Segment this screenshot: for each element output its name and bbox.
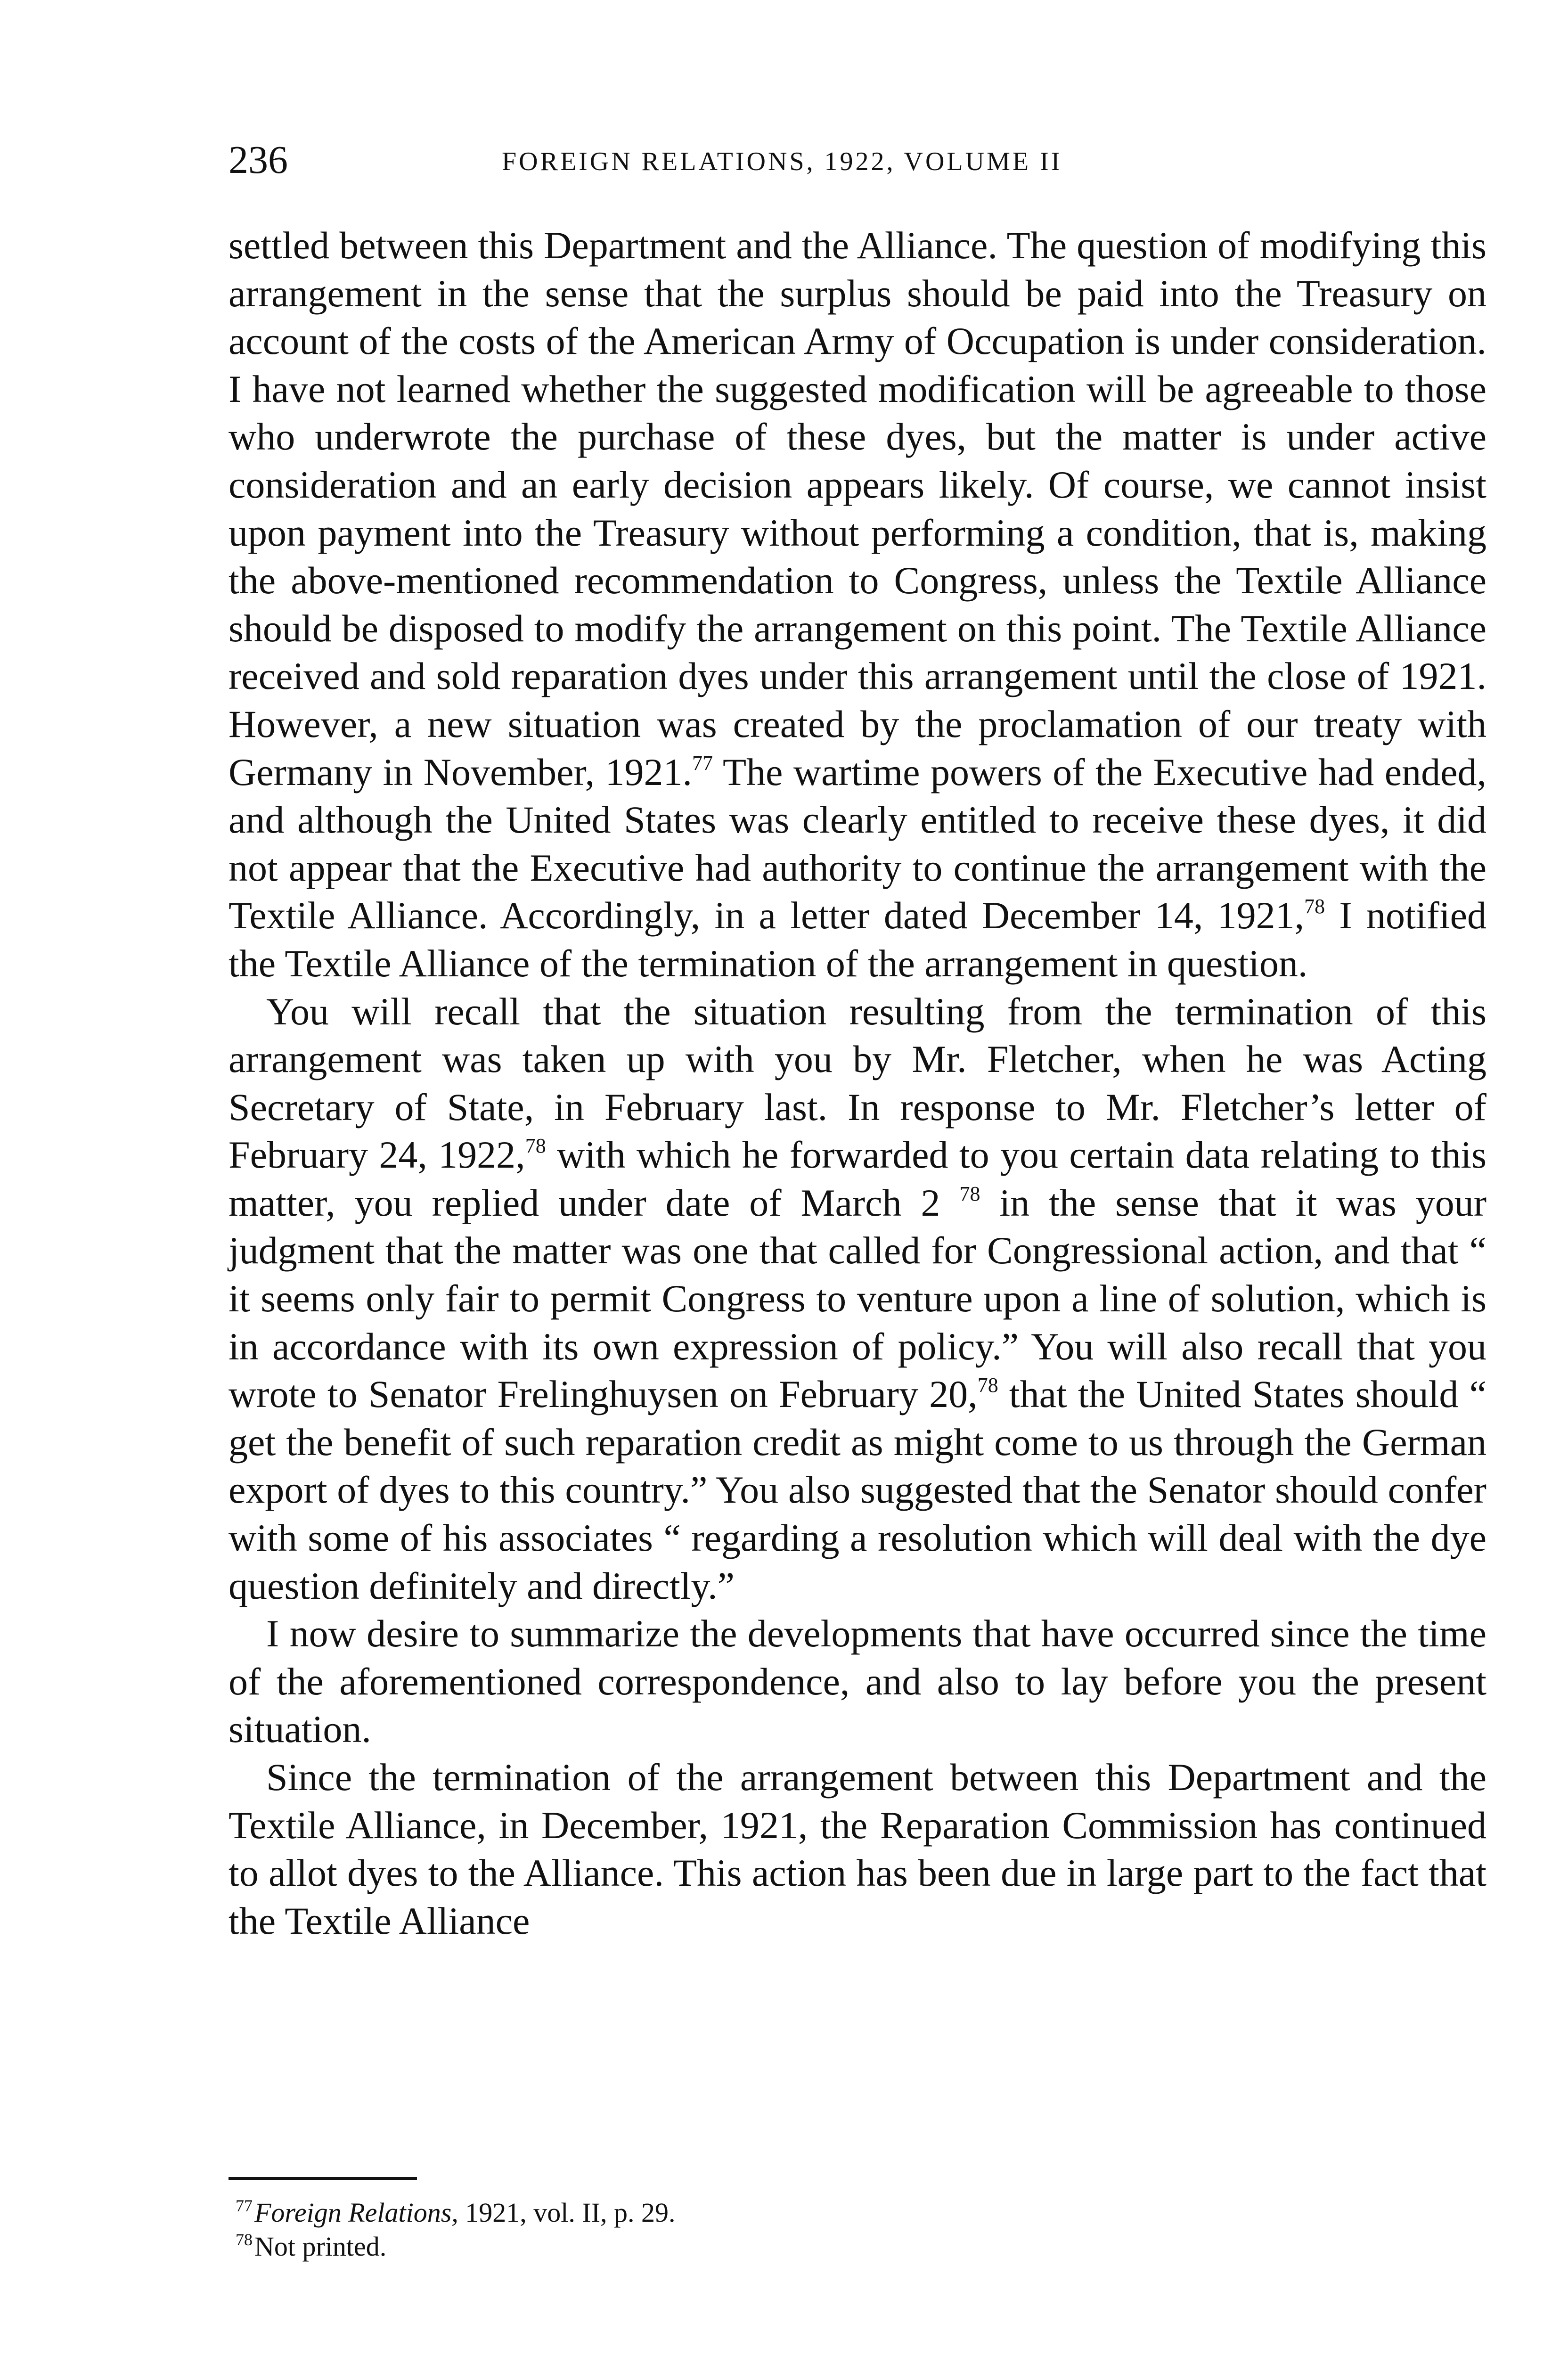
footnote-marker: 78	[236, 2230, 253, 2249]
footnote	[236, 2196, 1461, 2230]
paragraph	[229, 1753, 1486, 1945]
footnote-divider	[229, 2177, 417, 2180]
page-header	[229, 134, 1491, 186]
paragraph-text: with which he forwarded to you certain data relating to this matter, you replied under date of March 2	[229, 1133, 1486, 1224]
body-text	[229, 221, 1486, 1945]
footnote-marker: 77	[236, 2196, 253, 2215]
paragraph	[229, 988, 1486, 1610]
page-number: 236	[229, 138, 288, 182]
footnote-reference: 78	[977, 1374, 998, 1397]
paragraph	[229, 221, 1486, 988]
paragraph-text: You will recall that the situation resulting from the termination of this arrangement was taken up with you by Mr. Fletcher, when he was Acting Secretary of State, in February last. In response to Mr. Fletcher’s letter of February 24, 1922,	[229, 990, 1486, 1177]
footnote-citation-title: Foreign Relations,	[254, 2197, 458, 2228]
paragraph-text: I now desire to summarize the developments that have occurred since the time of the aforementioned correspondence, and also to lay before you the present situation.	[229, 1612, 1486, 1751]
footnote	[236, 2230, 1461, 2264]
paragraph-text: I notified the Textile Alliance of the termination of the arrangement in question.	[229, 894, 1487, 985]
running-head: FOREIGN RELATIONS, 1922, VOLUME II	[502, 147, 1062, 176]
paragraph-text: in the sense that it was your judgment that the matter was one that called for Congressional action, and that “ it seems only fair to permit Congress to venture upon a line of solution, which is in accordance with its own expression of policy.” You will also recall that you wrote to Senator Frelinghuysen on February 20,	[229, 1181, 1486, 1416]
footnote-reference: 77	[692, 751, 713, 775]
paragraph	[229, 1610, 1486, 1753]
footnote-text: Not printed.	[254, 2231, 387, 2262]
footnote-reference: 78	[959, 1182, 980, 1205]
footnotes	[236, 2196, 1461, 2264]
footnote-reference: 78	[525, 1134, 546, 1158]
paragraph-text: The wartime powers of the Executive had ended, and although the United States was clearly entitled to receive these dyes, it did not appear that the Executive had authority to continue the arrangement with the Textile Alliance. Accordingly, in a letter dated December 14, 1921,	[229, 750, 1486, 937]
footnote-reference: 78	[1304, 895, 1325, 918]
paragraph-text: that the United States should “ get the benefit of such reparation credit as might come to us through the German export of dyes to this country.” You also suggested that the Senator should confer with some of his associates “ regarding a resolution which will deal with the dye question definitely and directly.”	[229, 1373, 1486, 1607]
paragraph-text: settled between this Department and the Alliance. The question of modifying this arrangement in the sense that the surplus should be paid into the Treasury on account of the costs of the American Army of Occupation is under consideration. I have not learned whether the suggested modification will be agreeable to those who underwrote the purchase of these dyes, but the matter is under active consideration and an early decision appears likely. Of course, we cannot insist upon payment into the Treasury without performing a condition, that is, making the above-mentioned recommendation to Congress, unless the Textile Alliance should be disposed to modify the arrangement on this point. The Textile Alliance received and sold reparation dyes under this arrangement until the close of 1921. However, a new situation was created by the proclamation of our treaty with Germany in November, 1921.	[229, 224, 1486, 794]
footnote-text: 1921, vol. II, p. 29.	[458, 2197, 676, 2228]
paragraph-text: Since the termination of the arrangement between this Department and the Textile Alliance, in December, 1921, the Reparation Commission has continued to allot dyes to the Alliance. This action has been due in large part to the fact that the Textile Alliance	[229, 1756, 1486, 1942]
